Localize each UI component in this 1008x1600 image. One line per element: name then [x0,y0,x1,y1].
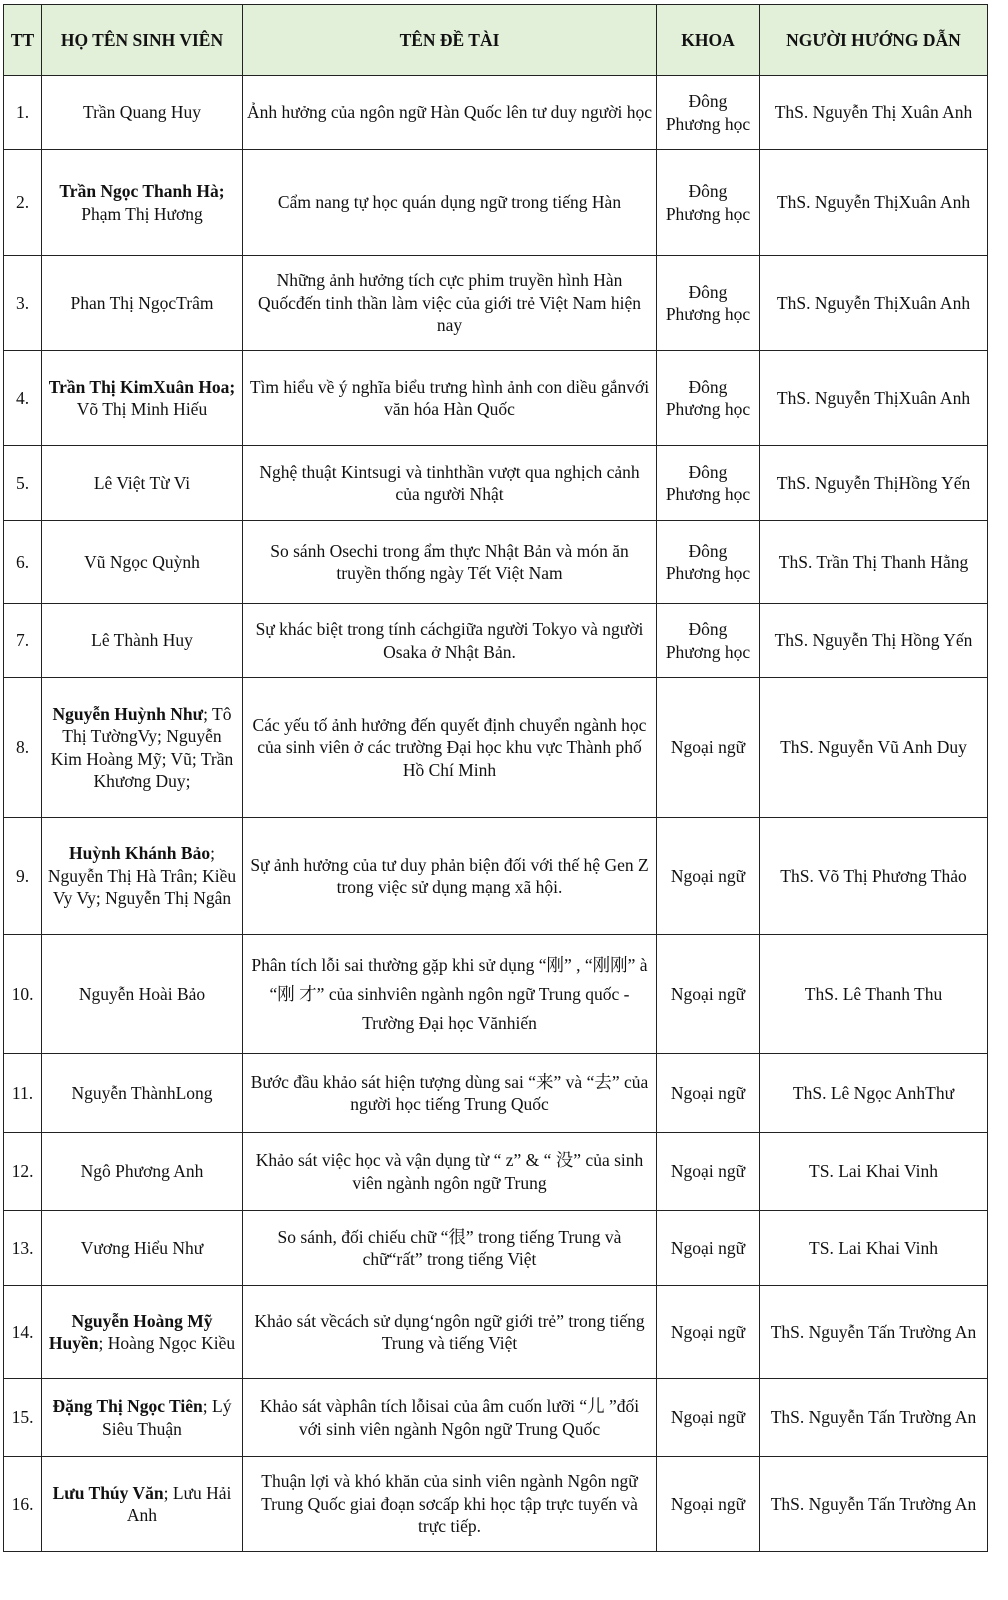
other-students: Lê Thành Huy [91,630,193,651]
department: Ngoại ngữ [657,1133,760,1211]
lead-student: Nguyễn Hoàng Mỹ Huyền [48,1310,213,1353]
advisor: TS. Lai Khai Vinh [760,1133,988,1211]
other-students: ; Hoàng Ngọc Kiều [98,1333,236,1353]
topic-title: Khảo sát vàphân tích lỗisai của âm cuốn lưỡi “儿 ”đối với sinh viên ngành Ngôn ngữ Trung Quốc [243,1379,657,1457]
table-row [4,1133,988,1211]
department: Ngoại ngữ [657,1286,760,1379]
student-names [42,1054,243,1133]
other-students: Phạm Thị Hương [81,203,203,224]
student-names [42,521,243,604]
table-row [4,256,988,351]
student-names [42,1211,243,1286]
topic-title: Thuận lợi và khó khăn của sinh viên ngành Ngôn ngữ Trung Quốc giai đoạn sơcấp khi học tập trực tuyến và trực tiếp. [243,1457,657,1552]
row-number: 1. [4,76,42,150]
row-number: 16. [4,1457,42,1552]
other-students: Phan Thị NgọcTrâm [70,292,214,313]
other-students: ; Tô Thị TườngVy; Nguyễn Kim Hoàng Mỹ; Vũ; Trần Khương Duy; [50,703,234,791]
student-names [42,678,243,818]
topic-title: Khảo sát vềcách sử dụng‘ngôn ngữ giới trẻ” trong tiếng Trung và tiếng Việt [243,1286,657,1379]
topic-title: Ảnh hưởng của ngôn ngữ Hàn Quốc lên tư duy người học [243,76,657,150]
table-body [4,76,988,1552]
student-names [42,1286,243,1379]
advisor: ThS. Nguyễn ThịXuân Anh [760,150,988,256]
other-students: ; Lưu Hải Anh [126,1482,232,1525]
thesis-table [3,4,988,1552]
other-students: Nguyễn Hoài Bảo [78,983,206,1004]
topic-title: Các yếu tố ảnh hưởng đến quyết định chuyển ngành học của sinh viên ở các trường Đại học khu vực Thành phố Hồ Chí Minh [243,678,657,818]
other-students: Nguyễn ThànhLong [71,1082,213,1103]
header-row [4,5,988,76]
table-row [4,1054,988,1133]
lead-student: Lưu Thúy Văn [52,1482,164,1503]
department: Ngoại ngữ [657,1211,760,1286]
row-number: 4. [4,351,42,446]
table-row [4,935,988,1054]
student-names [42,1379,243,1457]
row-number: 10. [4,935,42,1054]
student-names [42,256,243,351]
advisor: ThS. Nguyễn Tấn Trường An [760,1286,988,1379]
student-names [42,1457,243,1552]
topic-title: Nghệ thuật Kintsugi và tinhthần vượt qua nghịch cảnh của người Nhật [243,446,657,521]
department: Đông Phương học [657,256,760,351]
lead-student: Trần Thị KimXuân Hoa; [48,376,236,397]
row-number: 9. [4,818,42,935]
student-names [42,1133,243,1211]
topic-title: So sánh, đối chiếu chữ “很” trong tiếng Trung và chữ“rất” trong tiếng Việt [243,1211,657,1286]
advisor: ThS. Nguyễn Tấn Trường An [760,1379,988,1457]
advisor: ThS. Nguyễn Vũ Anh Duy [760,678,988,818]
student-names [42,935,243,1054]
student-names [42,150,243,256]
other-students: Vũ Ngọc Quỳnh [84,551,200,572]
student-names [42,818,243,935]
table-row [4,678,988,818]
row-number: 7. [4,604,42,678]
header-student: HỌ TÊN SINH VIÊN [42,5,243,76]
department: Ngoại ngữ [657,935,760,1054]
header-tt: TT [4,5,42,76]
student-names [42,604,243,678]
department: Đông Phương học [657,76,760,150]
row-number: 11. [4,1054,42,1133]
advisor: ThS. Nguyễn Thị Hồng Yến [760,604,988,678]
department: Ngoại ngữ [657,678,760,818]
header-topic: TÊN ĐỀ TÀI [243,5,657,76]
student-names [42,351,243,446]
row-number: 8. [4,678,42,818]
lead-student: Trần Ngọc Thanh Hà; [59,181,225,201]
other-students: Võ Thị Minh Hiếu [76,399,208,419]
table-row [4,150,988,256]
department: Ngoại ngữ [657,1457,760,1552]
advisor: ThS. Nguyễn ThịHồng Yến [760,446,988,521]
row-number: 6. [4,521,42,604]
other-students: Trần Quang Huy [83,102,201,123]
department: Đông Phương học [657,150,760,256]
row-number: 3. [4,256,42,351]
topic-title: Phân tích lỗi sai thường gặp khi sử dụng “刚” , “刚刚” à “刚 才” của sinhviên ngành ngôn ngữ Trung quốc - Trường Đại học Vănhiến [243,935,657,1054]
table-row [4,1457,988,1552]
table-row [4,521,988,604]
other-students: Ngô Phương Anh [80,1161,204,1182]
advisor: ThS. Nguyễn Tấn Trường An [760,1457,988,1552]
table-row [4,1286,988,1379]
advisor: ThS. Nguyễn Thị Xuân Anh [760,76,988,150]
table-row [4,76,988,150]
other-students: Lê Việt Từ Vi [93,472,191,493]
department: Đông Phương học [657,604,760,678]
table-row [4,604,988,678]
table-row [4,1211,988,1286]
row-number: 2. [4,150,42,256]
table-header [4,5,988,76]
advisor: ThS. Nguyễn ThịXuân Anh [760,256,988,351]
row-number: 13. [4,1211,42,1286]
advisor: ThS. Lê Thanh Thu [760,935,988,1054]
lead-student: Nguyễn Huỳnh Như [52,703,204,724]
department: Ngoại ngữ [657,1379,760,1457]
advisor: ThS. Võ Thị Phương Thảo [760,818,988,935]
table-row [4,1379,988,1457]
topic-title: Bước đầu khảo sát hiện tượng dùng sai “来” và “去” của người học tiếng Trung Quốc [243,1054,657,1133]
topic-title: Sự khác biệt trong tính cáchgiữa người Tokyo và người Osaka ở Nhật Bản. [243,604,657,678]
department: Đông Phương học [657,446,760,521]
lead-student: Đặng Thị Ngọc Tiên [52,1396,203,1416]
lead-student: Huỳnh Khánh Bảo [69,843,211,864]
header-department: KHOA [657,5,760,76]
topic-title: Những ảnh hưởng tích cực phim truyền hình Hàn Quốcđến tinh thần làm việc của giới trẻ Việt Nam hiện nay [243,256,657,351]
topic-title: Khảo sát việc học và vận dụng từ “ z” & “ 没” của sinh viên ngành ngôn ngữ Trung [243,1133,657,1211]
topic-title: Tìm hiểu về ý nghĩa biểu trưng hình ảnh con diều gắnvới văn hóa Hàn Quốc [243,351,657,446]
row-number: 15. [4,1379,42,1457]
other-students: Vương Hiểu Như [80,1237,204,1258]
advisor: ThS. Trần Thị Thanh Hằng [760,521,988,604]
row-number: 5. [4,446,42,521]
row-number: 12. [4,1133,42,1211]
topic-title: So sánh Osechi trong ẩm thực Nhật Bản và món ăn truyền thống ngày Tết Việt Nam [243,521,657,604]
student-names [42,76,243,150]
table-row [4,818,988,935]
topic-title: Sự ảnh hưởng của tư duy phản biện đối với thế hệ Gen Z trong việc sử dụng mạng xã hội. [243,818,657,935]
header-advisor: NGƯỜI HƯỚNG DẪN [760,5,988,76]
other-students: ; Nguyễn Thị Hà Trân; Kiều Vy Vy; Nguyễn Thị Ngân [47,843,237,909]
advisor: ThS. Nguyễn ThịXuân Anh [760,351,988,446]
other-students: ; Lý Siêu Thuận [102,1396,232,1439]
row-number: 14. [4,1286,42,1379]
advisor: ThS. Lê Ngọc AnhThư [760,1054,988,1133]
department: Ngoại ngữ [657,1054,760,1133]
advisor: TS. Lai Khai Vinh [760,1211,988,1286]
table-row [4,351,988,446]
topic-title: Cẩm nang tự học quán dụng ngữ trong tiếng Hàn [243,150,657,256]
department: Ngoại ngữ [657,818,760,935]
table-row [4,446,988,521]
department: Đông Phương học [657,351,760,446]
department: Đông Phương học [657,521,760,604]
student-names [42,446,243,521]
